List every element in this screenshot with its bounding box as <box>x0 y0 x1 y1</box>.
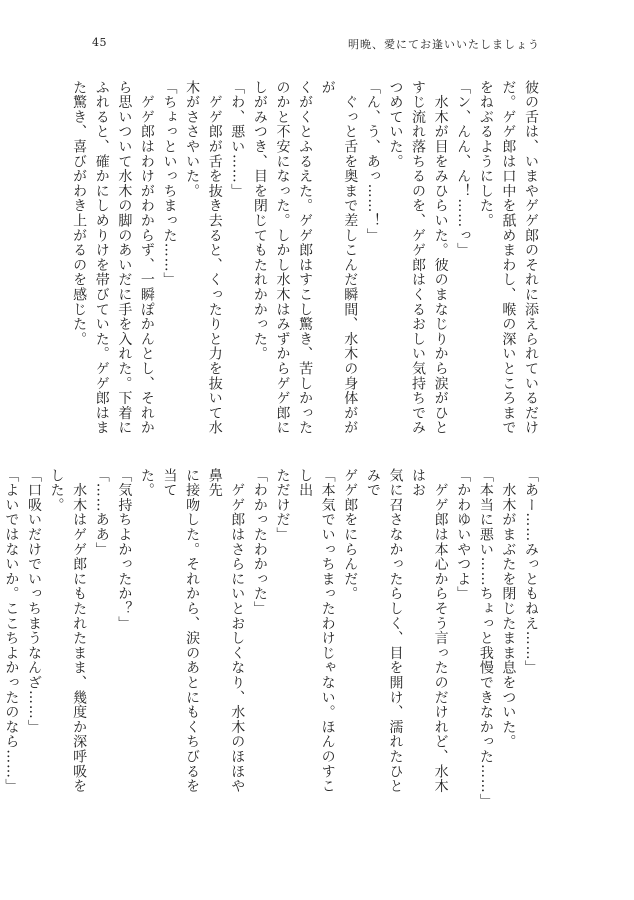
text-line: しがみつき、目を閉じてもたれかかった。 <box>251 80 268 362</box>
text-line: くがくとふるえた。ゲゲ郎はすこし驚き、苦しかった <box>297 80 314 436</box>
text-line: 「口吸いだけでいっちまうなんざ……」 <box>25 468 42 735</box>
text-line: 「よいではないか。ここちよかったのなら……」 <box>3 468 20 794</box>
text-line: 気に召さなかったらしく、目を開け、濡れたひとみで <box>364 468 404 794</box>
text-line: 水木が目をみひらいた。彼のまなじりから涙がひと <box>432 80 449 436</box>
text-line: ら思いついて水木の脚のあいだに手を入れた。下着に <box>116 80 133 436</box>
text-line: ただけだ」 <box>274 468 291 542</box>
text-line: 「……ああ」 <box>93 468 110 557</box>
text-line: ぐっと舌を奥まで差しこんだ瞬間、水木の身体ががが <box>319 80 359 436</box>
text-line: ゲゲ郎は本心からそう言ったのだけれど、水木はお <box>410 468 449 794</box>
running-header: 明晩、愛にてお逢いいたしましょう <box>348 38 540 51</box>
text-line: だ。ゲゲ郎は口中を舐めまわし、喉の深いところまで <box>500 80 517 436</box>
text-line: ふれると、確かにしめりけを帯びていた。ゲゲ郎はま <box>93 80 110 436</box>
text-line: た驚き、喜びがわき上がるのを感じた。 <box>71 80 88 347</box>
text-line: た。 <box>138 468 155 498</box>
text-line: 「本気でいっちまったわけじゃない。ほんのすこし出 <box>297 468 336 794</box>
text-line: 「ん、う、あっ……！」 <box>364 80 381 243</box>
text-line: すじ流れ落ちるのを、ゲゲ郎はくるおしい気持ちでみ <box>410 80 427 436</box>
text-line: 木がささやいた。 <box>184 80 201 199</box>
text-line: に接吻した。それから、涙のあとにもくちびるを当て <box>161 468 201 794</box>
text-block-bottom <box>3 468 542 809</box>
text-line: 「ちょっといっちまった……」 <box>161 80 178 288</box>
text-line: 「わ、悪い……」 <box>229 80 246 199</box>
text-line: ゲゲ郎はわけがわからず、一瞬ぽかんとし、それか <box>138 80 155 436</box>
text-line: 「わかったわかった」 <box>251 468 268 616</box>
text-line: 「ン、んん、ん！……っ」 <box>455 80 472 258</box>
text-line: 「かわゆいやつよ」 <box>455 468 472 602</box>
text-block-top <box>71 80 542 438</box>
text-line: 水木はゲゲ郎にもたれたまま、幾度か深呼吸をした。 <box>48 468 88 794</box>
text-line: ゲゲ郎はさらにいとおしくなり、水木のほほや鼻先 <box>206 468 246 794</box>
text-line: 「気持ちよかったか？」 <box>116 468 133 631</box>
text-line: ゲゲ郎をにらんだ。 <box>342 468 359 602</box>
page-number: 45 <box>92 36 107 49</box>
text-line: ゲゲ郎が舌を抜き去ると、くったりと力を抜いて水 <box>206 80 223 436</box>
text-line: 水木がまぶたを閉じたまま息をついた。 <box>500 468 517 750</box>
text-line: 彼の舌は、いまやゲゲ郎のそれに添えられているだけ <box>523 80 539 436</box>
text-line: のかと不安になった。しかし水木はみずからゲゲ郎に <box>274 80 291 436</box>
text-line: 「本当に悪い……ちょっと我慢できなかった……」 <box>477 468 494 809</box>
text-line: 「あー……みっともねえ……」 <box>523 468 539 676</box>
text-line: つめていた。 <box>387 80 404 169</box>
text-line: をねぶるようにした。 <box>477 80 494 228</box>
